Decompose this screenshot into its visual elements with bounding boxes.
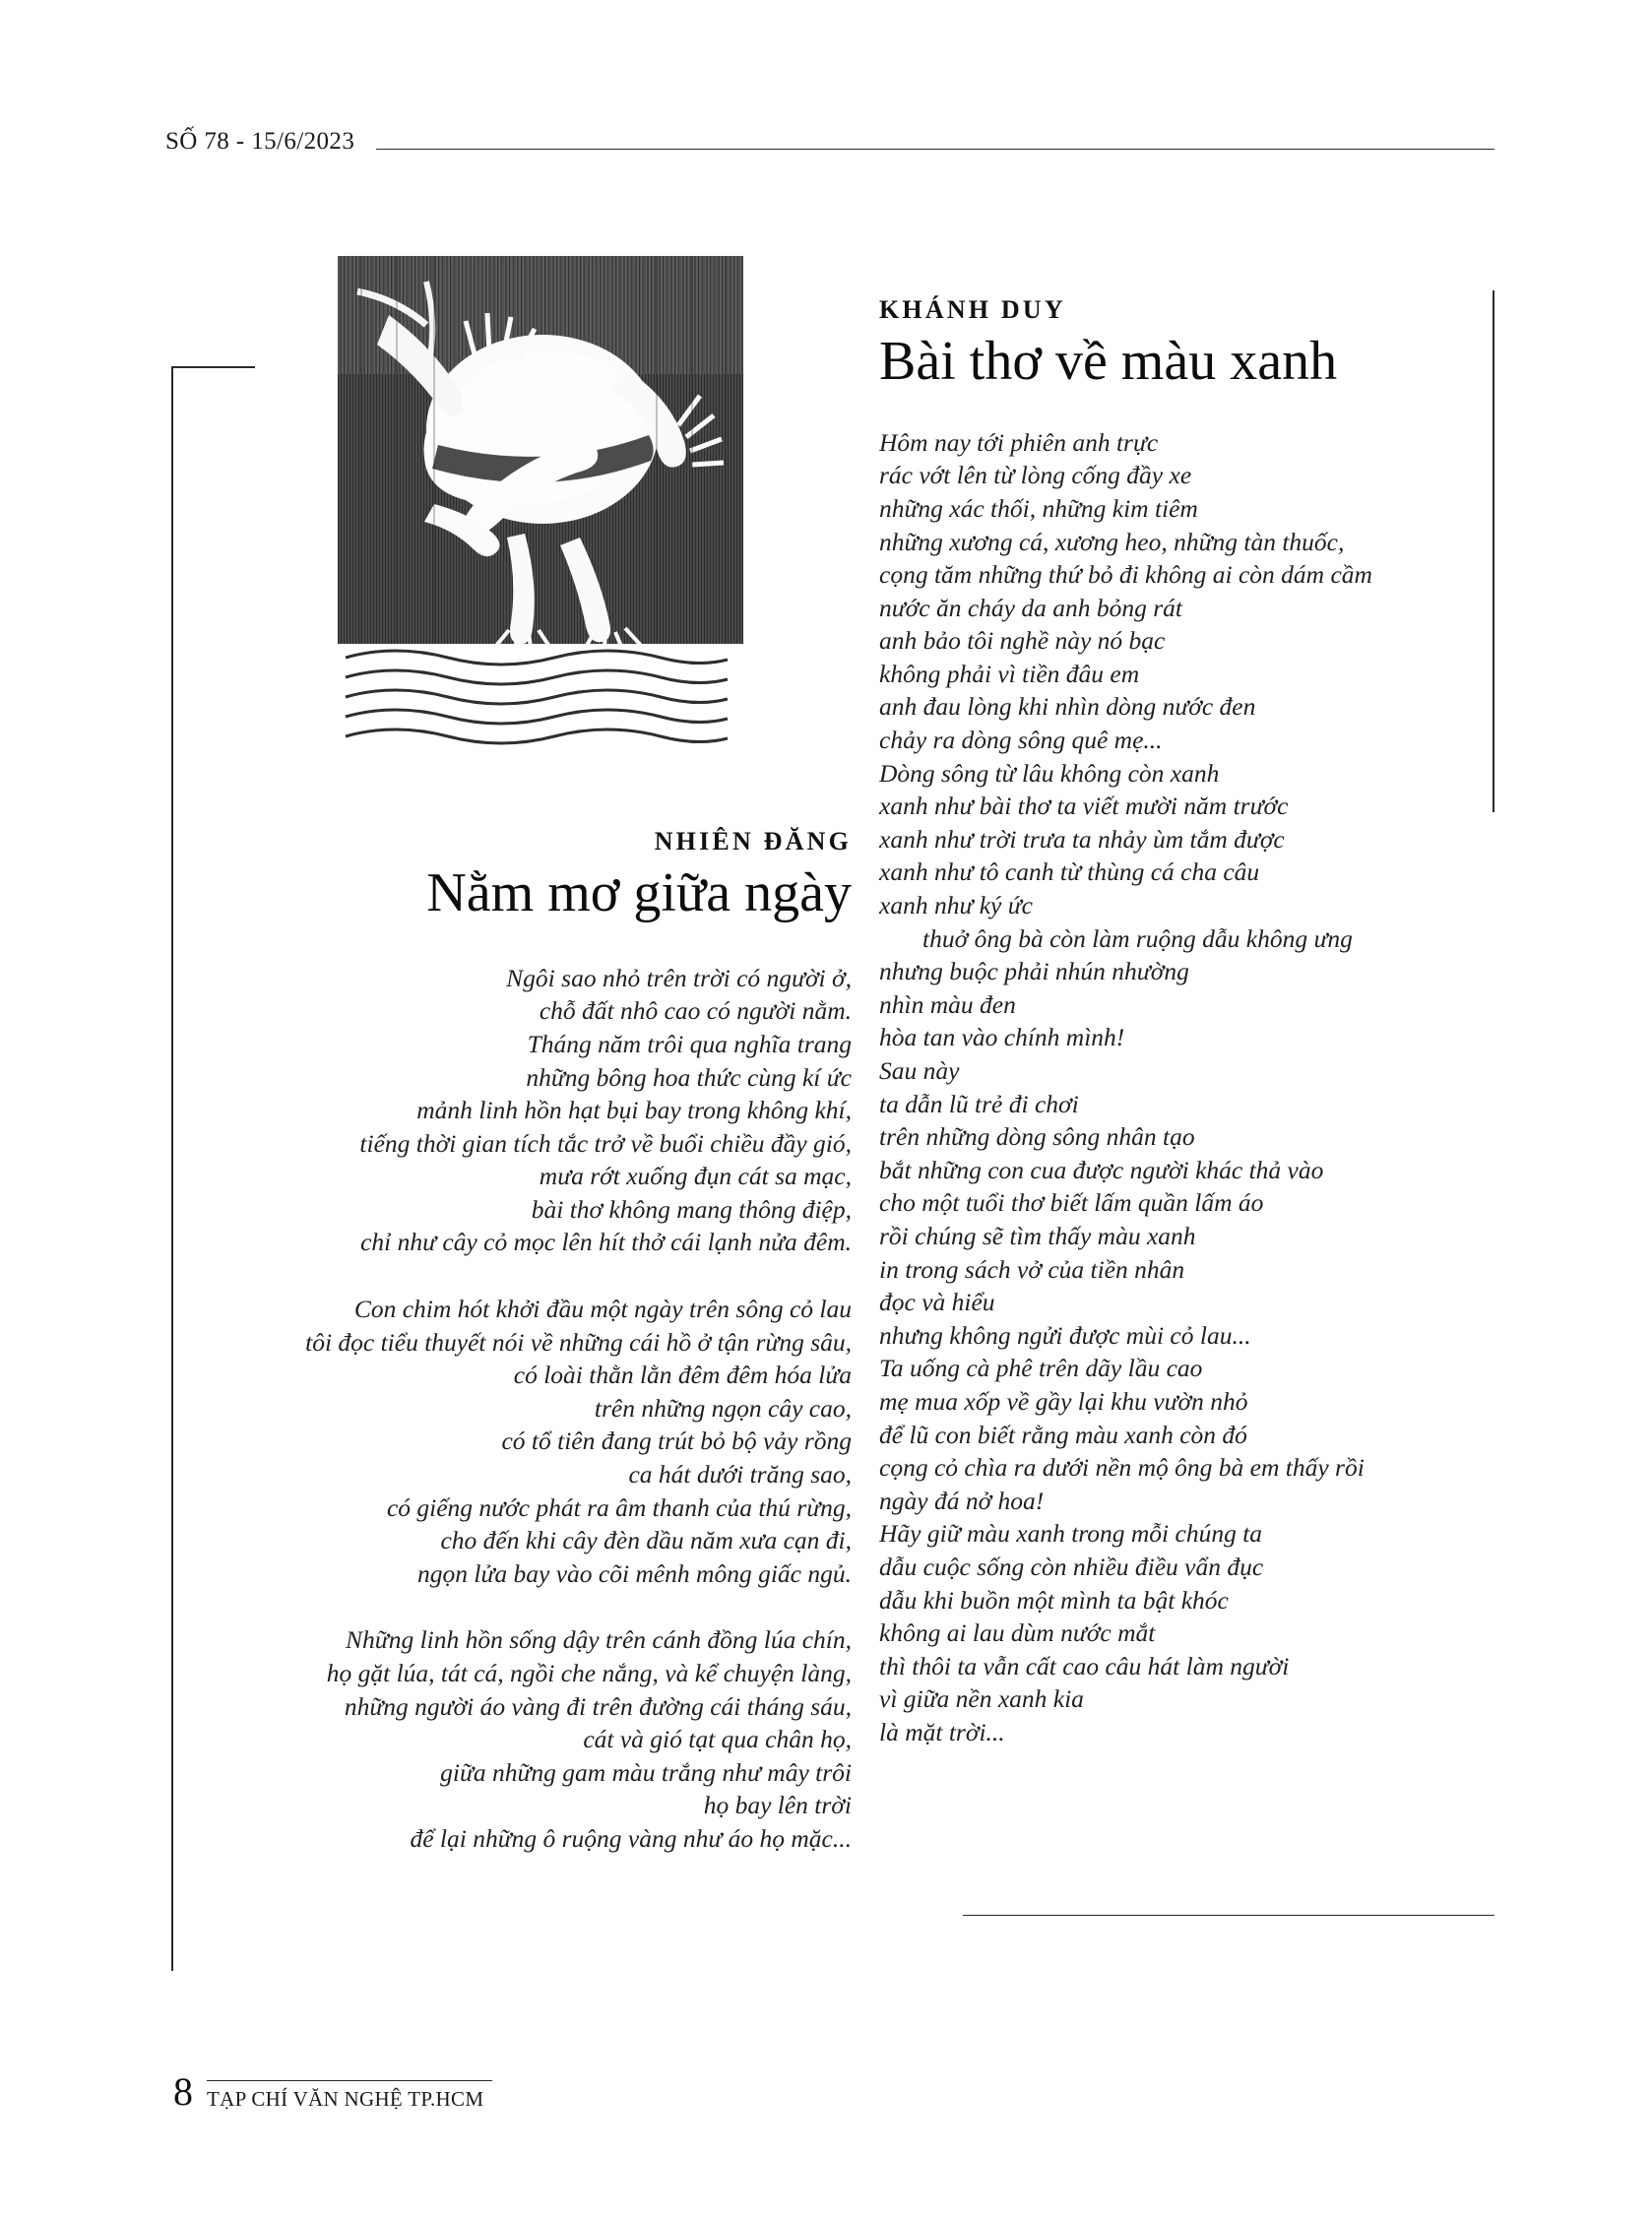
left-poem-body [236, 962, 852, 1856]
poem-line: thì thôi ta vẫn cất cao câu hát làm người [879, 1651, 1290, 1680]
poem-line: không phải vì tiền đâu em [879, 659, 1140, 688]
footer-publication-block [207, 2080, 492, 2112]
poem-line: có giếng nước phát ra âm thanh của thú rừng, [386, 1492, 852, 1522]
poem-line: những bông hoa thức cùng kí ức [526, 1062, 852, 1092]
poem-line: xanh như ký ức [879, 891, 1033, 920]
woodcut-illustration [332, 252, 749, 762]
poem-line: mảnh linh hồn hạt bụi bay trong không khí, [416, 1096, 852, 1125]
right-poem-title: Bài thơ về màu xanh [879, 331, 1338, 392]
poem-line: Dòng sông từ lâu không còn xanh [879, 758, 1220, 788]
poem-line: ta dẫn lũ trẻ đi chơi [879, 1089, 1079, 1118]
poem-line: cho đến khi cây đèn dầu năm xưa cạn đi, [440, 1526, 852, 1555]
right-margin-rule [1493, 290, 1494, 812]
poem-line: xanh như bài thơ ta viết mười năm trước [879, 792, 1289, 821]
poem-line: anh đau lòng khi nhìn dòng nước đen [879, 692, 1256, 722]
right-poem-column [879, 295, 1460, 1748]
poem-line: rác vớt lên từ lòng cống đầy xe [879, 461, 1192, 490]
poem-line: tiếng thời gian tích tắc trở về buổi chiều đầy gió, [359, 1128, 852, 1158]
poem-line: để lại những ô ruộng vàng như áo họ mặc... [410, 1823, 852, 1853]
right-column-bottom-rule [963, 1915, 1494, 1916]
left-poem-column [236, 827, 852, 1856]
poem-line: để lũ con biết rằng màu xanh còn đó [879, 1420, 1247, 1449]
poem-line: bài thơ không mang thông điệp, [531, 1194, 852, 1224]
poem-line: vì giữa nền xanh kia [879, 1684, 1084, 1714]
poem-line: là mặt trời... [879, 1717, 1005, 1746]
poem-line: chỉ như cây cỏ mọc lên hít thở cái lạnh nửa đêm. [360, 1228, 852, 1257]
poem-line: nhưng không ngửi được mùi cỏ lau... [879, 1320, 1251, 1350]
poem-line: đọc và hiểu [879, 1288, 995, 1317]
poem-line: Ta uống cà phê trên dãy lầu cao [879, 1354, 1203, 1383]
left-poem-title: Nằm mơ giữa ngày [426, 862, 852, 923]
poem-line: hòa tan vào chính mình! [879, 1023, 1125, 1052]
poem-line: dẫu khi buồn một mình ta bật khóc [879, 1585, 1229, 1615]
poem-line: Hãy giữ màu xanh trong mỗi chúng ta [879, 1519, 1263, 1549]
poem-line: Tháng năm trôi qua nghĩa trang [527, 1029, 852, 1058]
poem-line: thuở ông bà còn làm ruộng dẫu không ưng [922, 923, 1353, 953]
poem-line: không ai lau dùm nước mắt [879, 1618, 1156, 1648]
poem-line: xanh như tô canh từ thùng cá cha câu [879, 857, 1260, 887]
footer-divider [207, 2080, 492, 2081]
publication-name: TẠP CHÍ VĂN NGHỆ TP.HCM [207, 2087, 484, 2111]
page-footer [173, 2069, 492, 2114]
poem-line: mưa rớt xuống đụn cát sa mạc, [539, 1162, 852, 1191]
right-poem-body [879, 426, 1460, 1749]
poem-line: những người áo vàng đi trên đường cái tháng sáu, [344, 1691, 852, 1721]
poem-line: in trong sách vở của tiền nhân [879, 1254, 1185, 1284]
poem-line: nước ăn cháy da anh bỏng rát [879, 593, 1182, 622]
poem-line: mẹ mua xốp về gầy lại khu vườn nhỏ [879, 1386, 1248, 1416]
masthead-divider [376, 149, 1494, 150]
poem-line: Con chim hót khởi đầu một ngày trên sông cỏ lau [353, 1295, 852, 1324]
poem-line: họ bay lên trời [703, 1791, 852, 1820]
poem-line: anh bảo tôi nghề này nó bạc [879, 626, 1166, 656]
illustration-artwork [332, 252, 749, 762]
poem-line: bắt những con cua được người khác thả vào [879, 1155, 1324, 1184]
poem-line: những xác thối, những kim tiêm [879, 493, 1198, 523]
issue-label: SỐ 78 - 15/6/2023 [165, 128, 355, 155]
poem-line: cho một tuổi thơ biết lấm quần lấm áo [879, 1188, 1264, 1218]
poem-line: cát và gió tạt qua chân họ, [583, 1725, 852, 1754]
poem-line: cọng cỏ chìa ra dưới nền mộ ông bà em thấy rồi [879, 1453, 1365, 1483]
poem-line: ngọn lửa bay vào cõi mênh mông giấc ngủ. [417, 1558, 852, 1588]
poem-line: Những linh hồn sống dậy trên cánh đồng lúa chín, [346, 1625, 852, 1655]
poem-line: Sau này [879, 1056, 960, 1085]
poem-line: ca hát dưới trăng sao, [628, 1460, 852, 1489]
poem-line: chảy ra dòng sông quê mẹ... [879, 726, 1163, 755]
poem-line: những xương cá, xương heo, những tàn thuốc, [879, 527, 1345, 556]
poem-line: tôi đọc tiểu thuyết nói về những cái hồ ở tận rừng sâu, [305, 1327, 852, 1357]
poem-stanza [236, 1623, 852, 1855]
poem-line: trên những dòng sông nhân tạo [879, 1122, 1195, 1152]
poem-line: trên những ngọn cây cao, [594, 1393, 852, 1423]
poem-line: họ gặt lúa, tát cá, ngồi che nắng, và kể chuyện làng, [326, 1659, 852, 1687]
poem-line: nhưng buộc phải nhún nhường [879, 957, 1189, 986]
left-margin-rule [171, 366, 173, 1971]
poem-line: nhìn màu đen [879, 989, 1016, 1019]
right-poem-author: KHÁNH DUY [879, 295, 1066, 324]
poem-line: Hôm nay tới phiên anh trực [879, 427, 1159, 457]
left-poem-author: NHIÊN ĐĂNG [654, 827, 852, 855]
poem-line: Ngôi sao nhỏ trên trời có người ở, [506, 963, 852, 992]
poem-line: rồi chúng sẽ tìm thấy màu xanh [879, 1221, 1196, 1250]
poem-line: xanh như trời trưa ta nhảy ùm tắm được [879, 824, 1285, 854]
poem-line: ngày đá nở hoa! [879, 1486, 1045, 1515]
poem-stanza [236, 962, 852, 1259]
poem-line: cọng tăm những thứ bỏ đi không ai còn dám cầm [879, 560, 1372, 590]
page-number: 8 [173, 2069, 193, 2114]
left-margin-rule-cap [171, 366, 255, 368]
masthead [165, 128, 1494, 156]
poem-line: chỗ đất nhô cao có người nằm. [539, 996, 852, 1026]
poem-line: có tổ tiên đang trút bỏ bộ vảy rồng [501, 1426, 852, 1456]
poem-line: có loài thằn lằn đêm đêm hóa lửa [513, 1361, 852, 1390]
poem-stanza [236, 1293, 852, 1590]
poem-line: giữa những gam màu trắng như mây trôi [440, 1757, 852, 1787]
poem-line: dẫu cuộc sống còn nhiều điều vẩn đục [879, 1552, 1264, 1581]
